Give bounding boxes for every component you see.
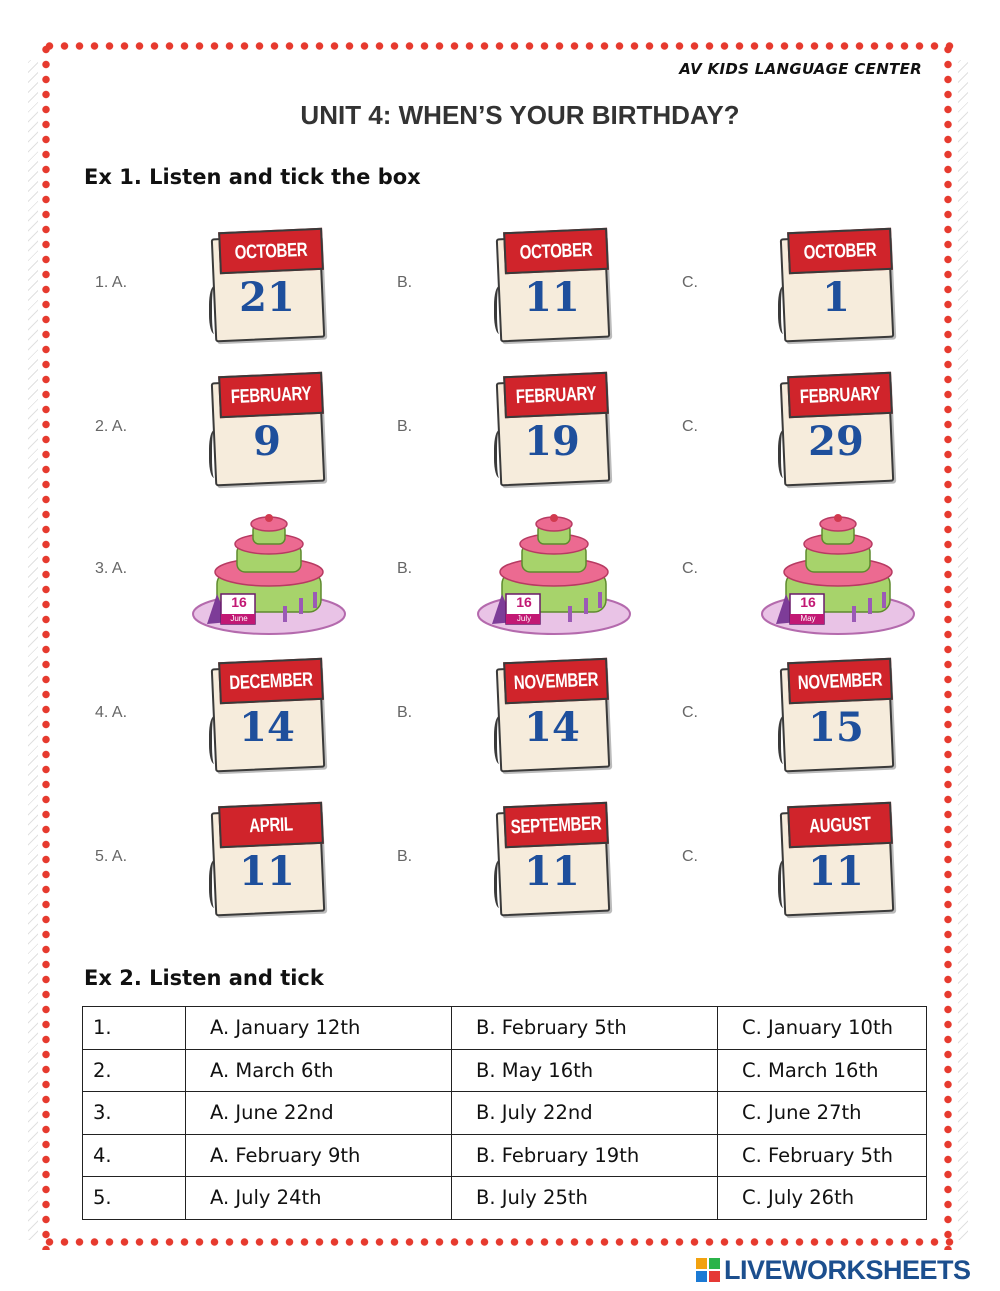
calendar-icon[interactable]: [782, 660, 890, 766]
calendar-icon[interactable]: [213, 374, 321, 480]
calendar-icon[interactable]: [498, 804, 606, 910]
calendar-month: AUGUST: [808, 812, 872, 838]
cake-date-day: 16: [231, 594, 247, 610]
hatch-left: [28, 60, 38, 1240]
ex1-q2-option-label: 2. A.: [95, 418, 128, 435]
cake-date-day: 16: [800, 594, 816, 610]
ex1-title: Ex 1. Listen and tick the box: [84, 165, 421, 189]
option-a-cell[interactable]: A. June 22nd: [186, 1092, 452, 1135]
option-c-cell[interactable]: C. February 5th: [718, 1134, 927, 1177]
option-b-cell[interactable]: B. February 5th: [452, 1007, 718, 1050]
calendar-month: FEBRUARY: [230, 382, 312, 408]
ex1-q2-option-label: B.: [397, 418, 413, 435]
calendar-header: [503, 228, 609, 274]
ex1-q1-option-label: C.: [682, 274, 698, 291]
option-b-cell[interactable]: B. February 19th: [452, 1134, 718, 1177]
calendar-month: OCTOBER: [234, 238, 308, 264]
calendar-header: [218, 228, 324, 274]
ex1-q5-option-label: 5. A.: [95, 848, 128, 865]
calendar-icon[interactable]: [498, 230, 606, 336]
option-a-cell[interactable]: A. July 24th: [186, 1177, 452, 1220]
option-b-cell[interactable]: B. May 16th: [452, 1049, 718, 1092]
calendar-header: [787, 372, 893, 418]
ex1-q3-option-label: B.: [397, 560, 413, 577]
brand-name: LIVEWORKSHEETS: [724, 1254, 971, 1285]
calendar-day: 15: [808, 704, 864, 751]
birthday-cake-icon[interactable]: [189, 514, 349, 638]
calendar-header: [218, 658, 324, 704]
calendar-month: APRIL: [248, 813, 294, 837]
calendar-header: [503, 802, 609, 848]
calendar-day: 14: [524, 704, 580, 751]
calendar-day: 11: [524, 848, 580, 895]
ex1-q3-option-label: 3. A.: [95, 560, 128, 577]
calendar-icon[interactable]: [498, 374, 606, 480]
calendar-month: OCTOBER: [803, 238, 877, 264]
center-name: AV KIDS LANGUAGE CENTER: [679, 60, 922, 78]
item-number-cell: 3.: [83, 1092, 186, 1135]
calendar-day: 9: [253, 418, 281, 465]
border-left: [40, 42, 52, 1250]
cake-date-day: 16: [516, 594, 532, 610]
item-number-cell: 1.: [83, 1007, 186, 1050]
page-title: UNIT 4: WHEN’S YOUR BIRTHDAY?: [300, 100, 740, 130]
birthday-cake-icon[interactable]: [474, 514, 634, 638]
calendar-day: 11: [808, 848, 864, 895]
option-c-cell[interactable]: C. July 26th: [718, 1177, 927, 1220]
item-number-cell: 2.: [83, 1049, 186, 1092]
table-row: [83, 1134, 927, 1177]
ex1-q4-option-label: B.: [397, 704, 413, 721]
option-b-cell[interactable]: B. July 22nd: [452, 1092, 718, 1135]
ex1-q5-option-label: B.: [397, 848, 413, 865]
liveworksheets-icon: [696, 1258, 720, 1282]
ex1-q3-option-label: C.: [682, 560, 698, 577]
item-number-cell: 5.: [83, 1177, 186, 1220]
option-c-cell[interactable]: C. March 16th: [718, 1049, 927, 1092]
calendar-day: 21: [239, 274, 295, 321]
calendar-header: [503, 658, 609, 704]
ex1-q4-option-label: 4. A.: [95, 704, 128, 721]
calendar-month: FEBRUARY: [799, 382, 881, 408]
calendar-icon[interactable]: [782, 804, 890, 910]
option-c-cell[interactable]: C. June 27th: [718, 1092, 927, 1135]
table-row: [83, 1177, 927, 1220]
ex1-q2-option-label: C.: [682, 418, 698, 435]
table-row: [83, 1007, 927, 1050]
cake-date-month: May: [800, 614, 816, 623]
border-top: [42, 40, 958, 52]
hatch-right: [958, 60, 968, 1240]
item-number-cell: 4.: [83, 1134, 186, 1177]
calendar-month: NOVEMBER: [513, 668, 599, 694]
calendar-icon[interactable]: [213, 230, 321, 336]
ex1-q4-option-label: C.: [682, 704, 698, 721]
calendar-day: 11: [524, 274, 580, 321]
option-c-cell[interactable]: C. January 10th: [718, 1007, 927, 1050]
calendar-icon[interactable]: [782, 374, 890, 480]
option-a-cell[interactable]: A. March 6th: [186, 1049, 452, 1092]
calendar-icon[interactable]: [498, 660, 606, 766]
ex1-q1-option-label: 1. A.: [95, 274, 128, 291]
calendar-day: 29: [808, 418, 864, 465]
border-right: [942, 42, 954, 1250]
calendar-day: 11: [239, 848, 295, 895]
calendar-header: [218, 372, 324, 418]
border-bottom: [42, 1236, 958, 1248]
calendar-header: [787, 802, 893, 848]
birthday-cake-icon[interactable]: [758, 514, 918, 638]
calendar-header: [787, 228, 893, 274]
option-a-cell[interactable]: A. February 9th: [186, 1134, 452, 1177]
liveworksheets-logo: [696, 1255, 971, 1285]
table-row: [83, 1049, 927, 1092]
cake-date-month: July: [516, 614, 532, 623]
cake-date-month: June: [230, 614, 248, 623]
calendar-month: NOVEMBER: [797, 668, 883, 694]
calendar-month: SEPTEMBER: [510, 811, 602, 839]
calendar-header: [503, 372, 609, 418]
option-b-cell[interactable]: B. July 25th: [452, 1177, 718, 1220]
option-a-cell[interactable]: A. January 12th: [186, 1007, 452, 1050]
table-row: [83, 1092, 927, 1135]
calendar-day: 19: [524, 418, 580, 465]
ex2-title: Ex 2. Listen and tick: [84, 966, 324, 990]
ex2-table: [82, 1006, 927, 1220]
calendar-month: DECEMBER: [228, 668, 314, 694]
calendar-month: FEBRUARY: [515, 382, 597, 408]
calendar-header: [218, 802, 324, 848]
calendar-icon[interactable]: [782, 230, 890, 336]
calendar-day: 14: [239, 704, 295, 751]
calendar-icon[interactable]: [213, 660, 321, 766]
calendar-header: [787, 658, 893, 704]
calendar-day: 1: [822, 274, 850, 321]
ex1-q1-option-label: B.: [397, 274, 413, 291]
calendar-month: OCTOBER: [519, 238, 593, 264]
calendar-icon[interactable]: [213, 804, 321, 910]
ex1-q5-option-label: C.: [682, 848, 698, 865]
